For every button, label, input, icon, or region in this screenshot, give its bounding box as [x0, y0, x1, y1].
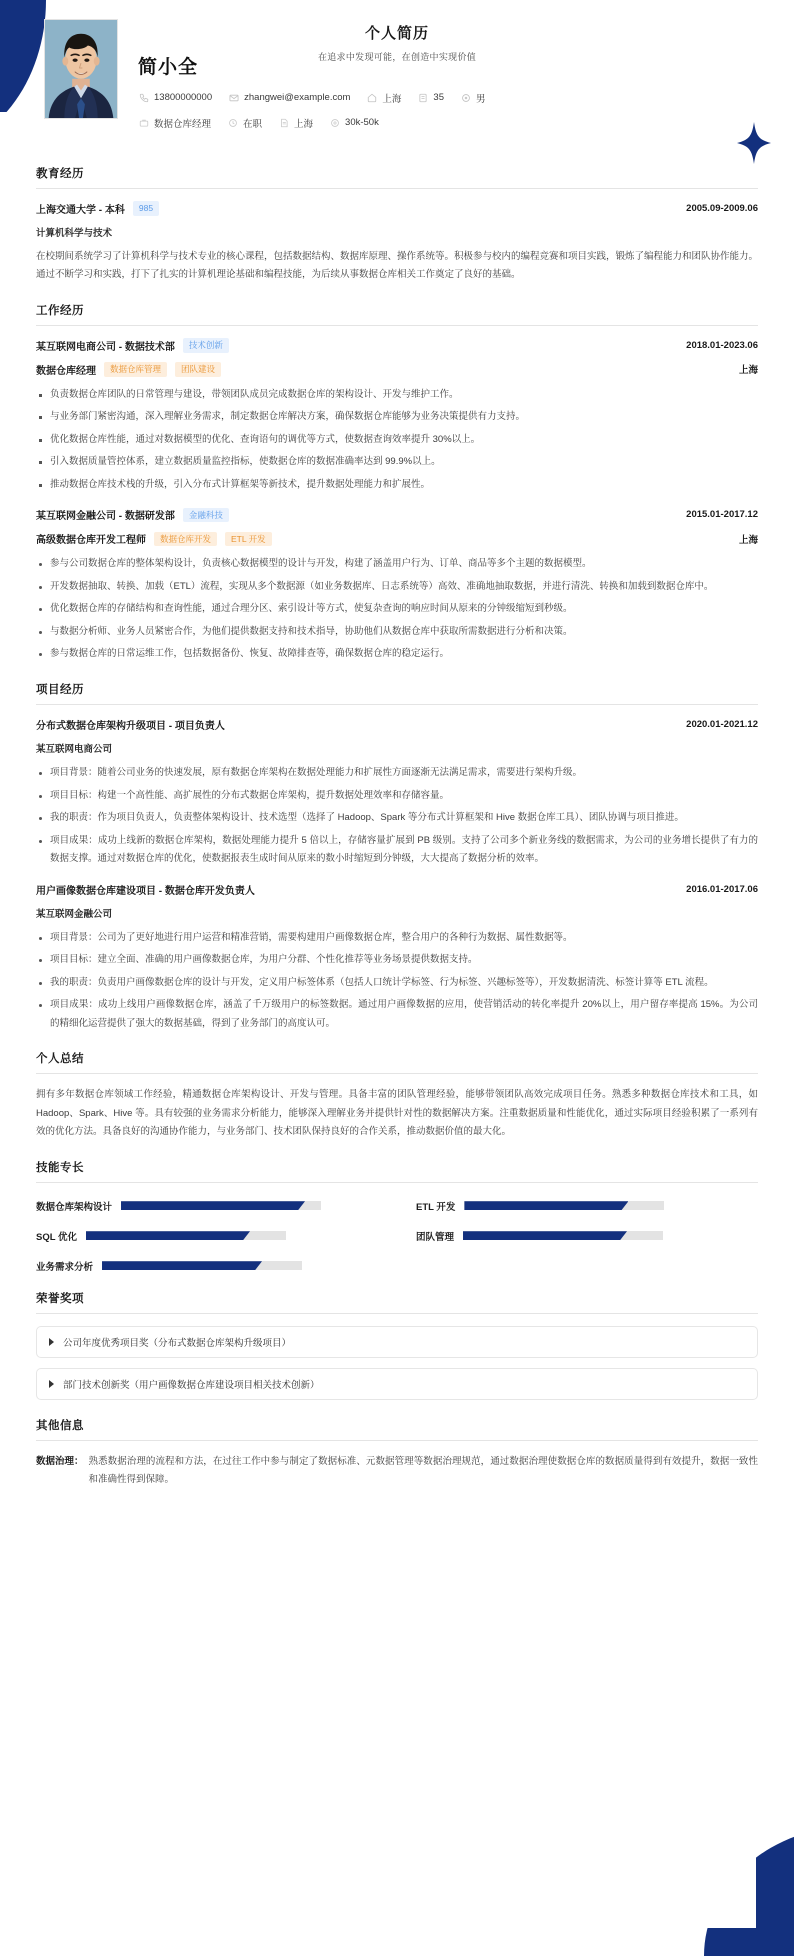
- list-item: 项目目标：建立全面、准确的用户画像数据仓库，为用户分群、个性化推荐等业务场景提供数据支持。: [36, 951, 758, 970]
- skill-track: [463, 1231, 663, 1240]
- page-title: 个人简历: [364, 25, 429, 42]
- status-icon: [227, 117, 238, 128]
- work-bullets: [36, 386, 758, 495]
- section-title-education: 教育经历: [36, 167, 84, 180]
- skill-fill: [464, 1201, 628, 1210]
- contact-age-value: 35: [433, 92, 444, 104]
- section-awards: [36, 1290, 758, 1400]
- contact-hometown-value: 上海: [382, 93, 402, 105]
- contact-salary-value: 30k-50k: [345, 117, 379, 129]
- project-name: 用户画像数据仓库建设项目 - 数据仓库开发负责人: [36, 885, 255, 897]
- section-title-skills: 技能专长: [36, 1161, 84, 1174]
- project-entry: [36, 717, 758, 869]
- list-item: 我的职责：负责用户画像数据仓库的设计与开发，定义用户标签体系（包括人口统计学标签、行为标签、兴趣标签等），开发数据清洗、标签计算等 ETL 流程。: [36, 974, 758, 993]
- contact-position-value: 数据仓库经理: [154, 118, 212, 130]
- skill-label: 团队管理: [416, 1231, 455, 1243]
- section-title-projects: 项目经历: [36, 683, 84, 696]
- list-item: 项目成果：成功上线新的数据仓库架构，数据处理能力提升 5 倍以上，存储容量扩展到 PB 级别。支持了公司多个新业务线的数据需求，为公司的业务增长提供了有力的数据支撑。通过对数据仓库的优化，使数据报表生成时间从原来的数小时缩短到分钟级，大大提高了数据分析的效率。: [36, 832, 758, 869]
- caret-right-icon: [49, 1338, 54, 1346]
- contact-gender-value: 男: [476, 93, 486, 105]
- project-company: 某互联网金融公司: [36, 908, 113, 920]
- project-entry: [36, 882, 758, 1034]
- contact-status-value: 在职: [243, 118, 263, 130]
- other-info-item: [36, 1453, 758, 1490]
- skill-track: [121, 1201, 321, 1210]
- page-subtitle: 在追求中发现可能，在创造中实现价值: [317, 52, 477, 62]
- list-item: 我的职责：作为项目负责人，负责整体架构设计、技术选型（选择了 Hadoop、Spark 等分布式计算框架和 Hive 数据仓库工具）、团队协调与项目推进。: [36, 809, 758, 828]
- list-item: 项目背景：公司为了更好地进行用户运营和精准营销，需要构建用户画像数据仓库，整合用户的各种行为数据、属性数据等。: [36, 929, 758, 948]
- work-role: 数据仓库经理: [36, 365, 96, 377]
- contact-position: [138, 116, 211, 130]
- work-role-tag: 团队建设: [175, 362, 221, 377]
- work-company-tag: 技术创新: [183, 338, 229, 353]
- project-company: 某互联网电商公司: [36, 743, 113, 755]
- section-projects: [36, 681, 758, 1033]
- skill-label: 数据仓库架构设计: [36, 1201, 113, 1213]
- education-description: 在校期间系统学习了计算机科学与技术专业的核心课程，包括数据结构、数据库原理、操作系统等。积极参与校内的编程竞赛和项目实践，锻炼了编程能力和团队协作能力。通过不断学习和实践，打下了扎实的计算机理论基础和编程技能，为后续从事数据仓库相关工作奠定了良好的基础。: [36, 250, 759, 281]
- section-work: [36, 302, 758, 664]
- resume-header: [36, 0, 758, 148]
- salary-icon: [329, 117, 340, 128]
- list-item: 负责数据仓库团队的日常管理与建设，带领团队成员完成数据仓库的架构设计、开发与维护工作。: [36, 386, 758, 405]
- education-date: 2005.09-2009.06: [686, 202, 758, 214]
- gender-icon: [460, 92, 471, 103]
- work-company-tag: 金融科技: [183, 508, 229, 523]
- section-title-work: 工作经历: [36, 304, 84, 317]
- avatar: [44, 19, 118, 119]
- award-item[interactable]: [36, 1326, 758, 1358]
- list-item: 开发数据抽取、转换、加载（ETL）流程，实现从多个数据源（如业务数据库、日志系统等）高效、准确地抽取数据，并进行清洗、转换和加载到数据仓库中。: [36, 578, 758, 597]
- contact-row-primary: [138, 91, 758, 105]
- section-summary: [36, 1050, 758, 1142]
- work-role-tag: 数据仓库管理: [104, 362, 167, 377]
- list-item: 优化数据仓库性能，通过对数据模型的优化、查询语句的调优等方式，使数据查询效率提升 30%以上。: [36, 431, 758, 450]
- section-skills: [36, 1159, 758, 1273]
- contact-salary: [329, 117, 379, 128]
- list-item: 与业务部门紧密沟通，深入理解业务需求，制定数据仓库解决方案，确保数据仓库能够为业务决策提供有力支持。: [36, 408, 758, 427]
- skill-track: [102, 1261, 302, 1270]
- section-title-awards: 荣誉奖项: [36, 1292, 84, 1305]
- skill-item: [36, 1259, 378, 1273]
- contact-phone-value: 13800000000: [154, 92, 213, 104]
- work-bullets: [36, 555, 758, 664]
- caret-right-icon: [49, 1380, 54, 1388]
- list-item: 项目目标：构建一个高性能、高扩展性的分布式数据仓库架构，提升数据处理效率和存储容量。: [36, 787, 758, 806]
- project-date: 2020.01-2021.12: [686, 718, 758, 730]
- work-date: 2015.01-2017.12: [686, 509, 758, 521]
- section-title-summary: 个人总结: [36, 1053, 84, 1066]
- award-text: 公司年度优秀项目奖（分布式数据仓库架构升级项目）: [63, 1337, 292, 1349]
- contact-email: [228, 92, 350, 103]
- contact-location: [278, 116, 313, 130]
- age-icon: [417, 92, 428, 103]
- header-info: [118, 23, 758, 130]
- contact-phone: [138, 92, 212, 103]
- skill-label: ETL 开发: [416, 1201, 456, 1213]
- summary-text: 拥有多年数据仓库领域工作经验，精通数据仓库架构设计、开发与管理。具备丰富的团队管理经验，能够带领团队高效完成项目任务。熟悉多种数据仓库技术和工具，如 Hadoop、Spark、Hive 等。具有较强的业务需求分析能力，能够深入理解业务并提供针对性的数据解决方案。注重数据质量和性能优化，通过实际项目经验积累了一系列有效的优化方法。具备良好的沟通协作能力，与业务部门、技术团队保持良好的合作关系，推动数据价值的最大化。: [36, 1089, 758, 1138]
- work-company: 某互联网金融公司 - 数据研发部: [36, 511, 175, 523]
- award-item[interactable]: [36, 1368, 758, 1400]
- work-entry: [36, 507, 758, 664]
- section-title-other: 其他信息: [36, 1419, 84, 1432]
- skill-track: [86, 1231, 286, 1240]
- list-item: 与数据分析师、业务人员紧密合作，为他们提供数据支持和技术指导，协助他们从数据仓库中获取所需数据进行分析和决策。: [36, 623, 758, 642]
- skill-item: [416, 1229, 758, 1243]
- work-role: 高级数据仓库开发工程师: [36, 535, 146, 547]
- list-item: 优化数据仓库的存储结构和查询性能，通过合理分区、索引设计等方式，使复杂查询的响应时间从原来的分钟级缩短到秒级。: [36, 600, 758, 619]
- list-item: 项目背景：随着公司业务的快速发展，原有数据仓库架构在数据处理能力和扩展性方面逐渐无法满足需求，需要进行架构升级。: [36, 764, 758, 783]
- project-bullets: [36, 764, 758, 869]
- skill-track: [464, 1201, 664, 1210]
- list-item: 参与公司数据仓库的整体架构设计，负责核心数据模型的设计与开发，构建了涵盖用户行为、订单、商品等多个主题的数据模型。: [36, 555, 758, 574]
- list-item: 推动数据仓库技术栈的升级，引入分布式计算框架等新技术，提升数据处理能力和扩展性。: [36, 476, 758, 495]
- decorative-corner-bottom-right-inner: [636, 1832, 756, 1928]
- list-item: 参与数据仓库的日常运维工作，包括数据备份、恢复、故障排查等，确保数据仓库的稳定运行。: [36, 645, 758, 664]
- skill-item: [36, 1229, 378, 1243]
- contact-row-secondary: [138, 116, 758, 130]
- section-education: [36, 165, 758, 285]
- contact-age: [417, 92, 444, 103]
- contact-hometown: [366, 91, 401, 105]
- contact-status: [227, 116, 262, 130]
- education-tag: 985: [133, 201, 159, 216]
- work-role-tag: ETL 开发: [225, 532, 272, 547]
- skill-fill: [102, 1261, 262, 1270]
- list-item: 项目成果：成功上线用户画像数据仓库，涵盖了千万级用户的标签数据。通过用户画像数据的应用，使营销活动的转化率提升 20%以上，用户留存率提高 15%。为公司的精细化运营提供了强大的数据基础，得到了业务部门的高度认可。: [36, 996, 758, 1033]
- mail-icon: [228, 92, 239, 103]
- briefcase-icon: [138, 117, 149, 128]
- work-location: 上海: [738, 534, 758, 546]
- section-other: [36, 1417, 758, 1490]
- location-icon: [278, 117, 289, 128]
- other-info-label: 数据治理：: [36, 1455, 84, 1467]
- contact-gender: [460, 91, 486, 105]
- work-location: 上海: [738, 365, 758, 377]
- contact-email-value: zhangwei@example.com: [244, 92, 351, 104]
- home-icon: [366, 92, 377, 103]
- work-date: 2018.01-2023.06: [686, 339, 758, 351]
- list-item: 引入数据质量管控体系，建立数据质量监控指标，使数据仓库的数据准确率达到 99.9%以上。: [36, 453, 758, 472]
- skill-fill: [121, 1201, 305, 1210]
- education-entry: [36, 201, 758, 285]
- skill-item: [36, 1199, 378, 1213]
- education-school: 上海交通大学 - 本科: [36, 204, 125, 216]
- other-info-text: 熟悉数据治理的流程和方法，在过往工作中参与制定了数据标准、元数据管理等数据治理规范，通过数据治理使数据仓库的数据质量得到有效提升，数据一致性和准确性得到保障。: [88, 1455, 758, 1486]
- skill-fill: [86, 1231, 250, 1240]
- project-name: 分布式数据仓库架构升级项目 - 项目负责人: [36, 720, 225, 732]
- person-name: 简小全: [138, 57, 199, 78]
- work-entry: [36, 338, 758, 495]
- skill-label: 业务需求分析: [36, 1261, 94, 1273]
- work-role-tag: 数据仓库开发: [154, 532, 217, 547]
- award-text: 部门技术创新奖（用户画像数据仓库建设项目相关技术创新）: [63, 1379, 320, 1391]
- project-bullets: [36, 929, 758, 1034]
- skills-grid: [36, 1195, 758, 1273]
- contact-location-value: 上海: [294, 118, 314, 130]
- education-major: 计算机科学与技术: [36, 227, 113, 239]
- phone-icon: [138, 92, 149, 103]
- skill-fill: [463, 1231, 627, 1240]
- skill-label: SQL 优化: [36, 1231, 77, 1243]
- skill-item: [416, 1199, 758, 1213]
- project-date: 2016.01-2017.06: [686, 883, 758, 895]
- work-company: 某互联网电商公司 - 数据技术部: [36, 341, 175, 353]
